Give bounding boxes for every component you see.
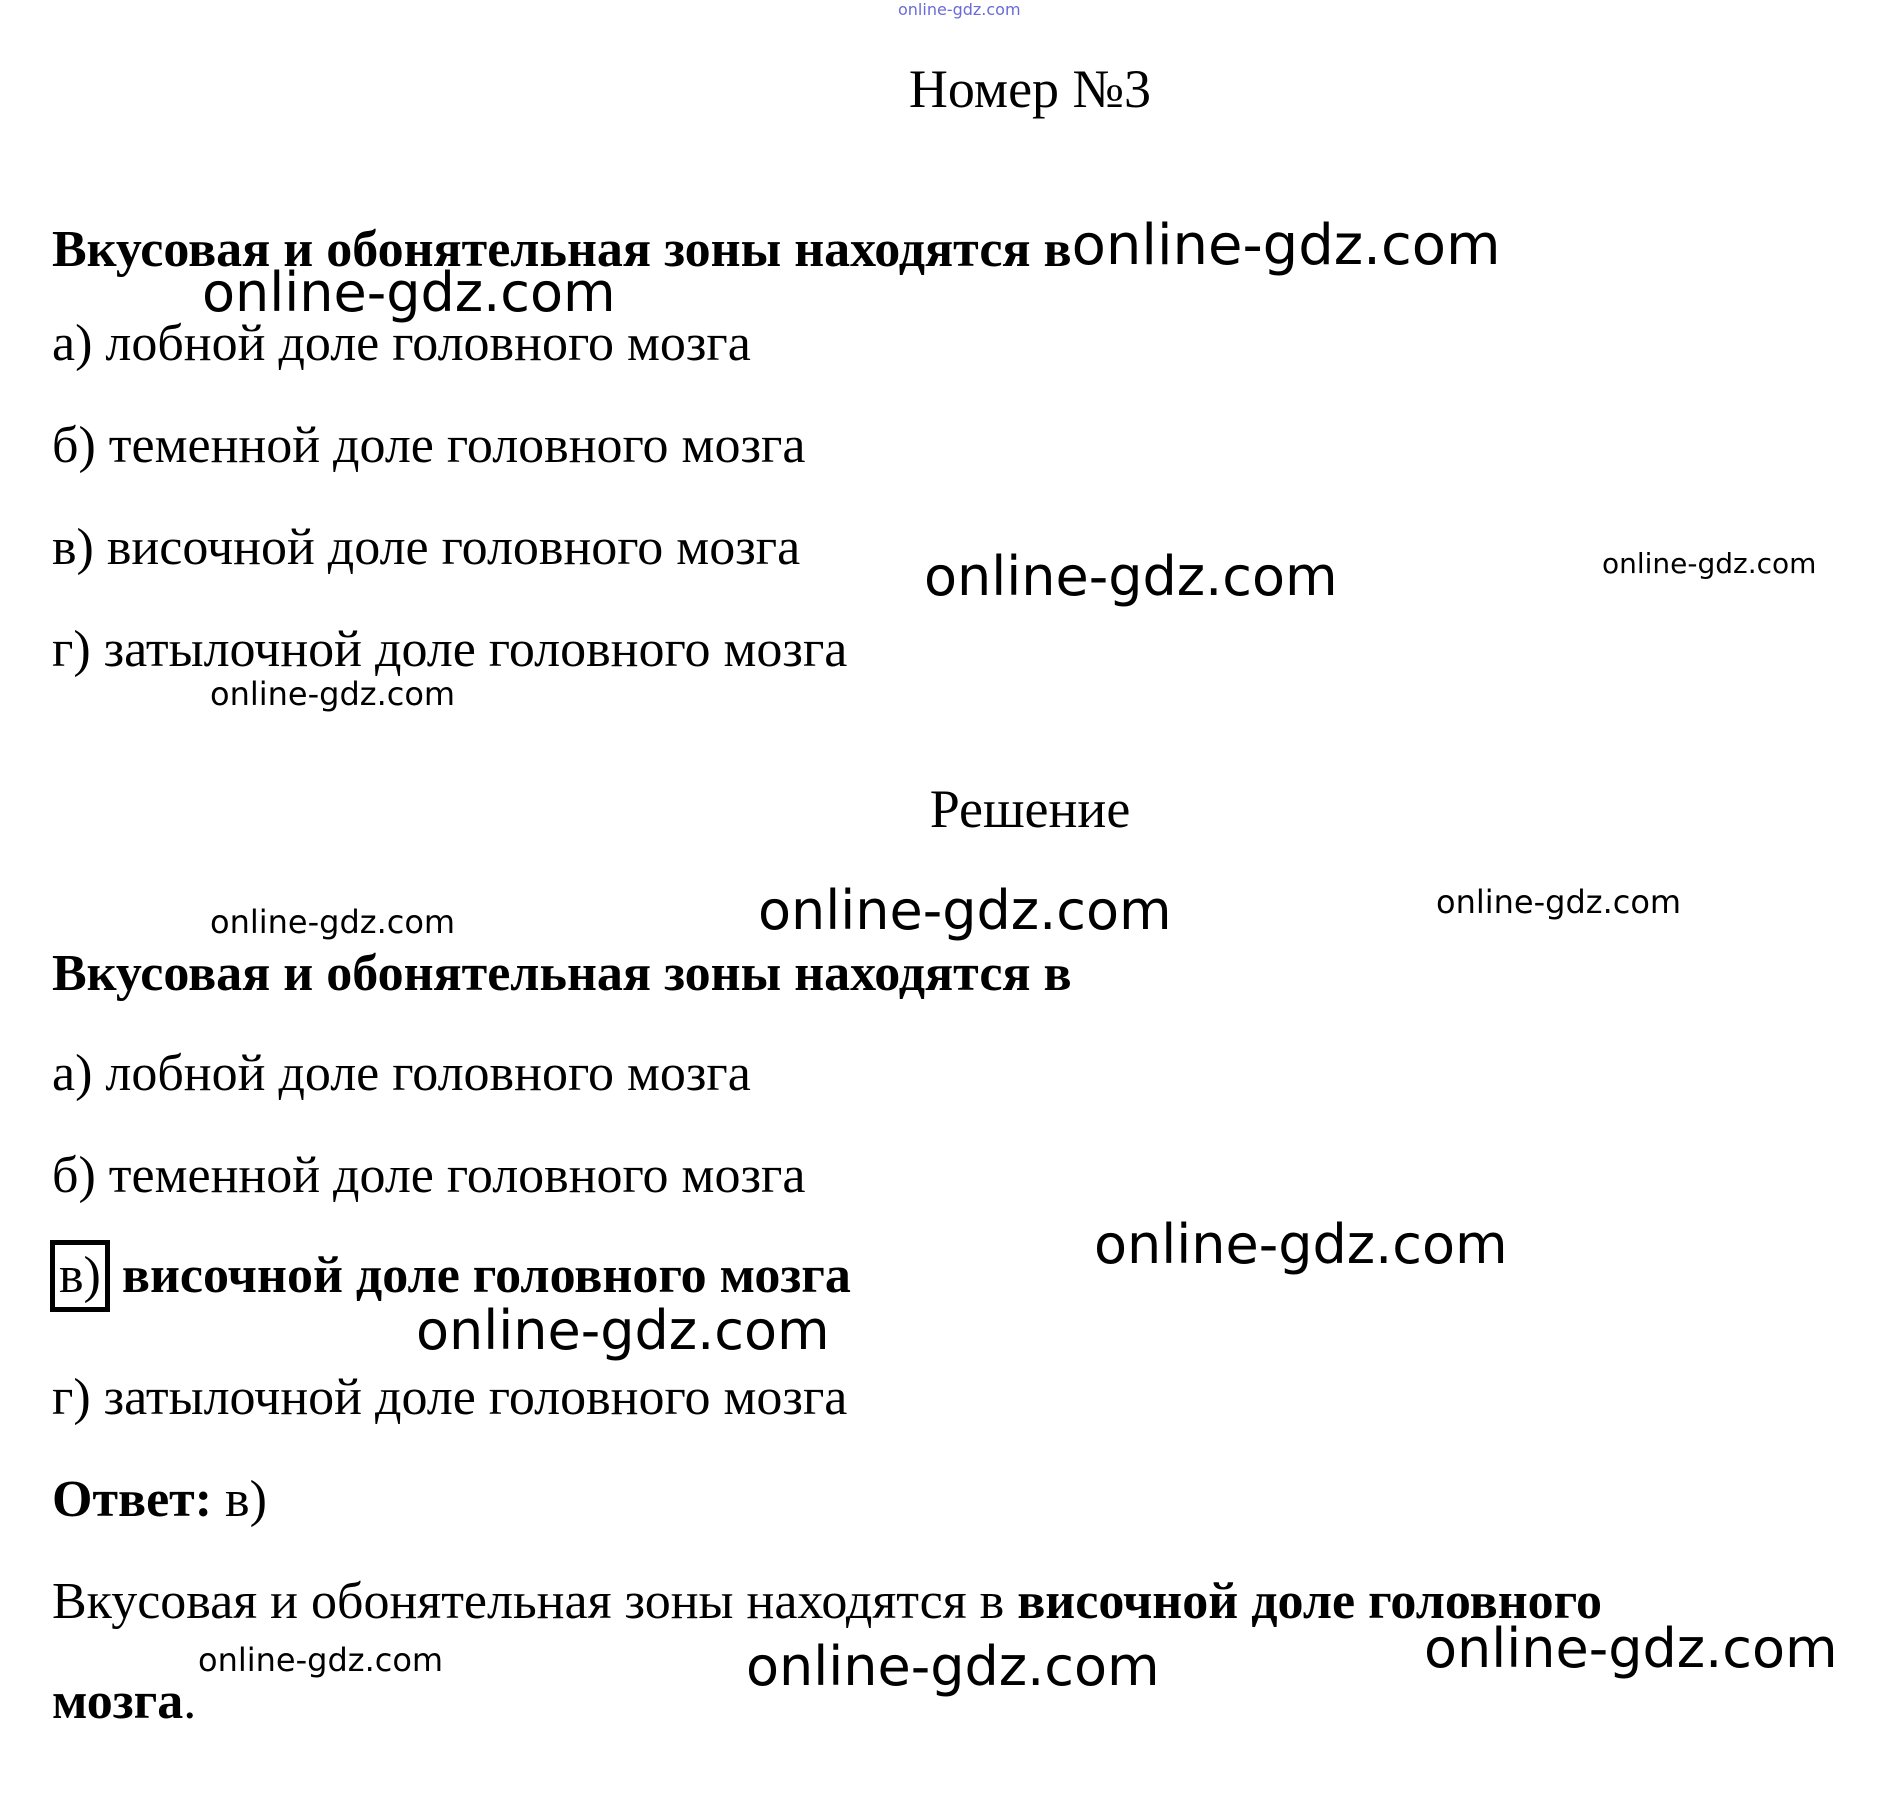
watermark: online-gdz.com <box>210 903 456 941</box>
watermark: online-gdz.com <box>758 879 1172 942</box>
selected-answer-box: в) <box>50 1240 110 1312</box>
question-option-c: в) височной доле головного мозга <box>52 519 801 576</box>
conclusion-bold-2: мозга <box>52 1673 184 1730</box>
top-watermark: online-gdz.com <box>898 0 1021 19</box>
watermark: online-gdz.com <box>210 675 456 713</box>
conclusion-bold-1: височной доле головного <box>1017 1573 1602 1630</box>
conclusion-line-1 <box>52 1573 1602 1630</box>
conclusion-suffix: . <box>183 1673 197 1730</box>
watermark: online-gdz.com <box>1424 1617 1838 1680</box>
question-text-content: Вкусовая и обонятельная зоны находятся в <box>52 221 1072 278</box>
question-option-a: а) лобной доле головного мозга <box>52 315 751 372</box>
selected-option-text: височной доле головного мозга <box>121 1247 851 1304</box>
watermark: online-gdz.com <box>416 1299 830 1362</box>
watermark: online-gdz.com <box>924 545 1338 608</box>
watermark: online-gdz.com <box>198 1641 444 1679</box>
solution-question-text: Вкусовая и обонятельная зоны находятся в <box>52 945 1072 1002</box>
solution-heading: Решение <box>929 779 1131 839</box>
solution-option-b: б) теменной доле головного мозга <box>52 1147 806 1204</box>
question-option-b: б) теменной доле головного мозга <box>52 417 806 474</box>
solution-option-a: а) лобной доле головного мозга <box>52 1045 751 1102</box>
watermark: online-gdz.com <box>1602 547 1817 580</box>
conclusion-prefix: Вкусовая и обонятельная зоны находятся в <box>52 1573 1018 1630</box>
answer-label: Ответ: <box>52 1471 213 1528</box>
answer-line <box>52 1471 267 1528</box>
watermark: online-gdz.com <box>746 1635 1160 1698</box>
inline-watermark: online-gdz.com <box>1071 213 1501 278</box>
question-option-d: г) затылочной доле головного мозга <box>52 621 848 678</box>
conclusion-line-2 <box>52 1673 197 1730</box>
solution-option-d: г) затылочной доле головного мозга <box>52 1369 848 1426</box>
watermark: online-gdz.com <box>1094 1213 1508 1276</box>
answer-value: в) <box>212 1471 267 1528</box>
page-title: Номер №3 <box>908 59 1152 119</box>
watermark: online-gdz.com <box>202 261 616 324</box>
watermark: online-gdz.com <box>1436 883 1682 921</box>
